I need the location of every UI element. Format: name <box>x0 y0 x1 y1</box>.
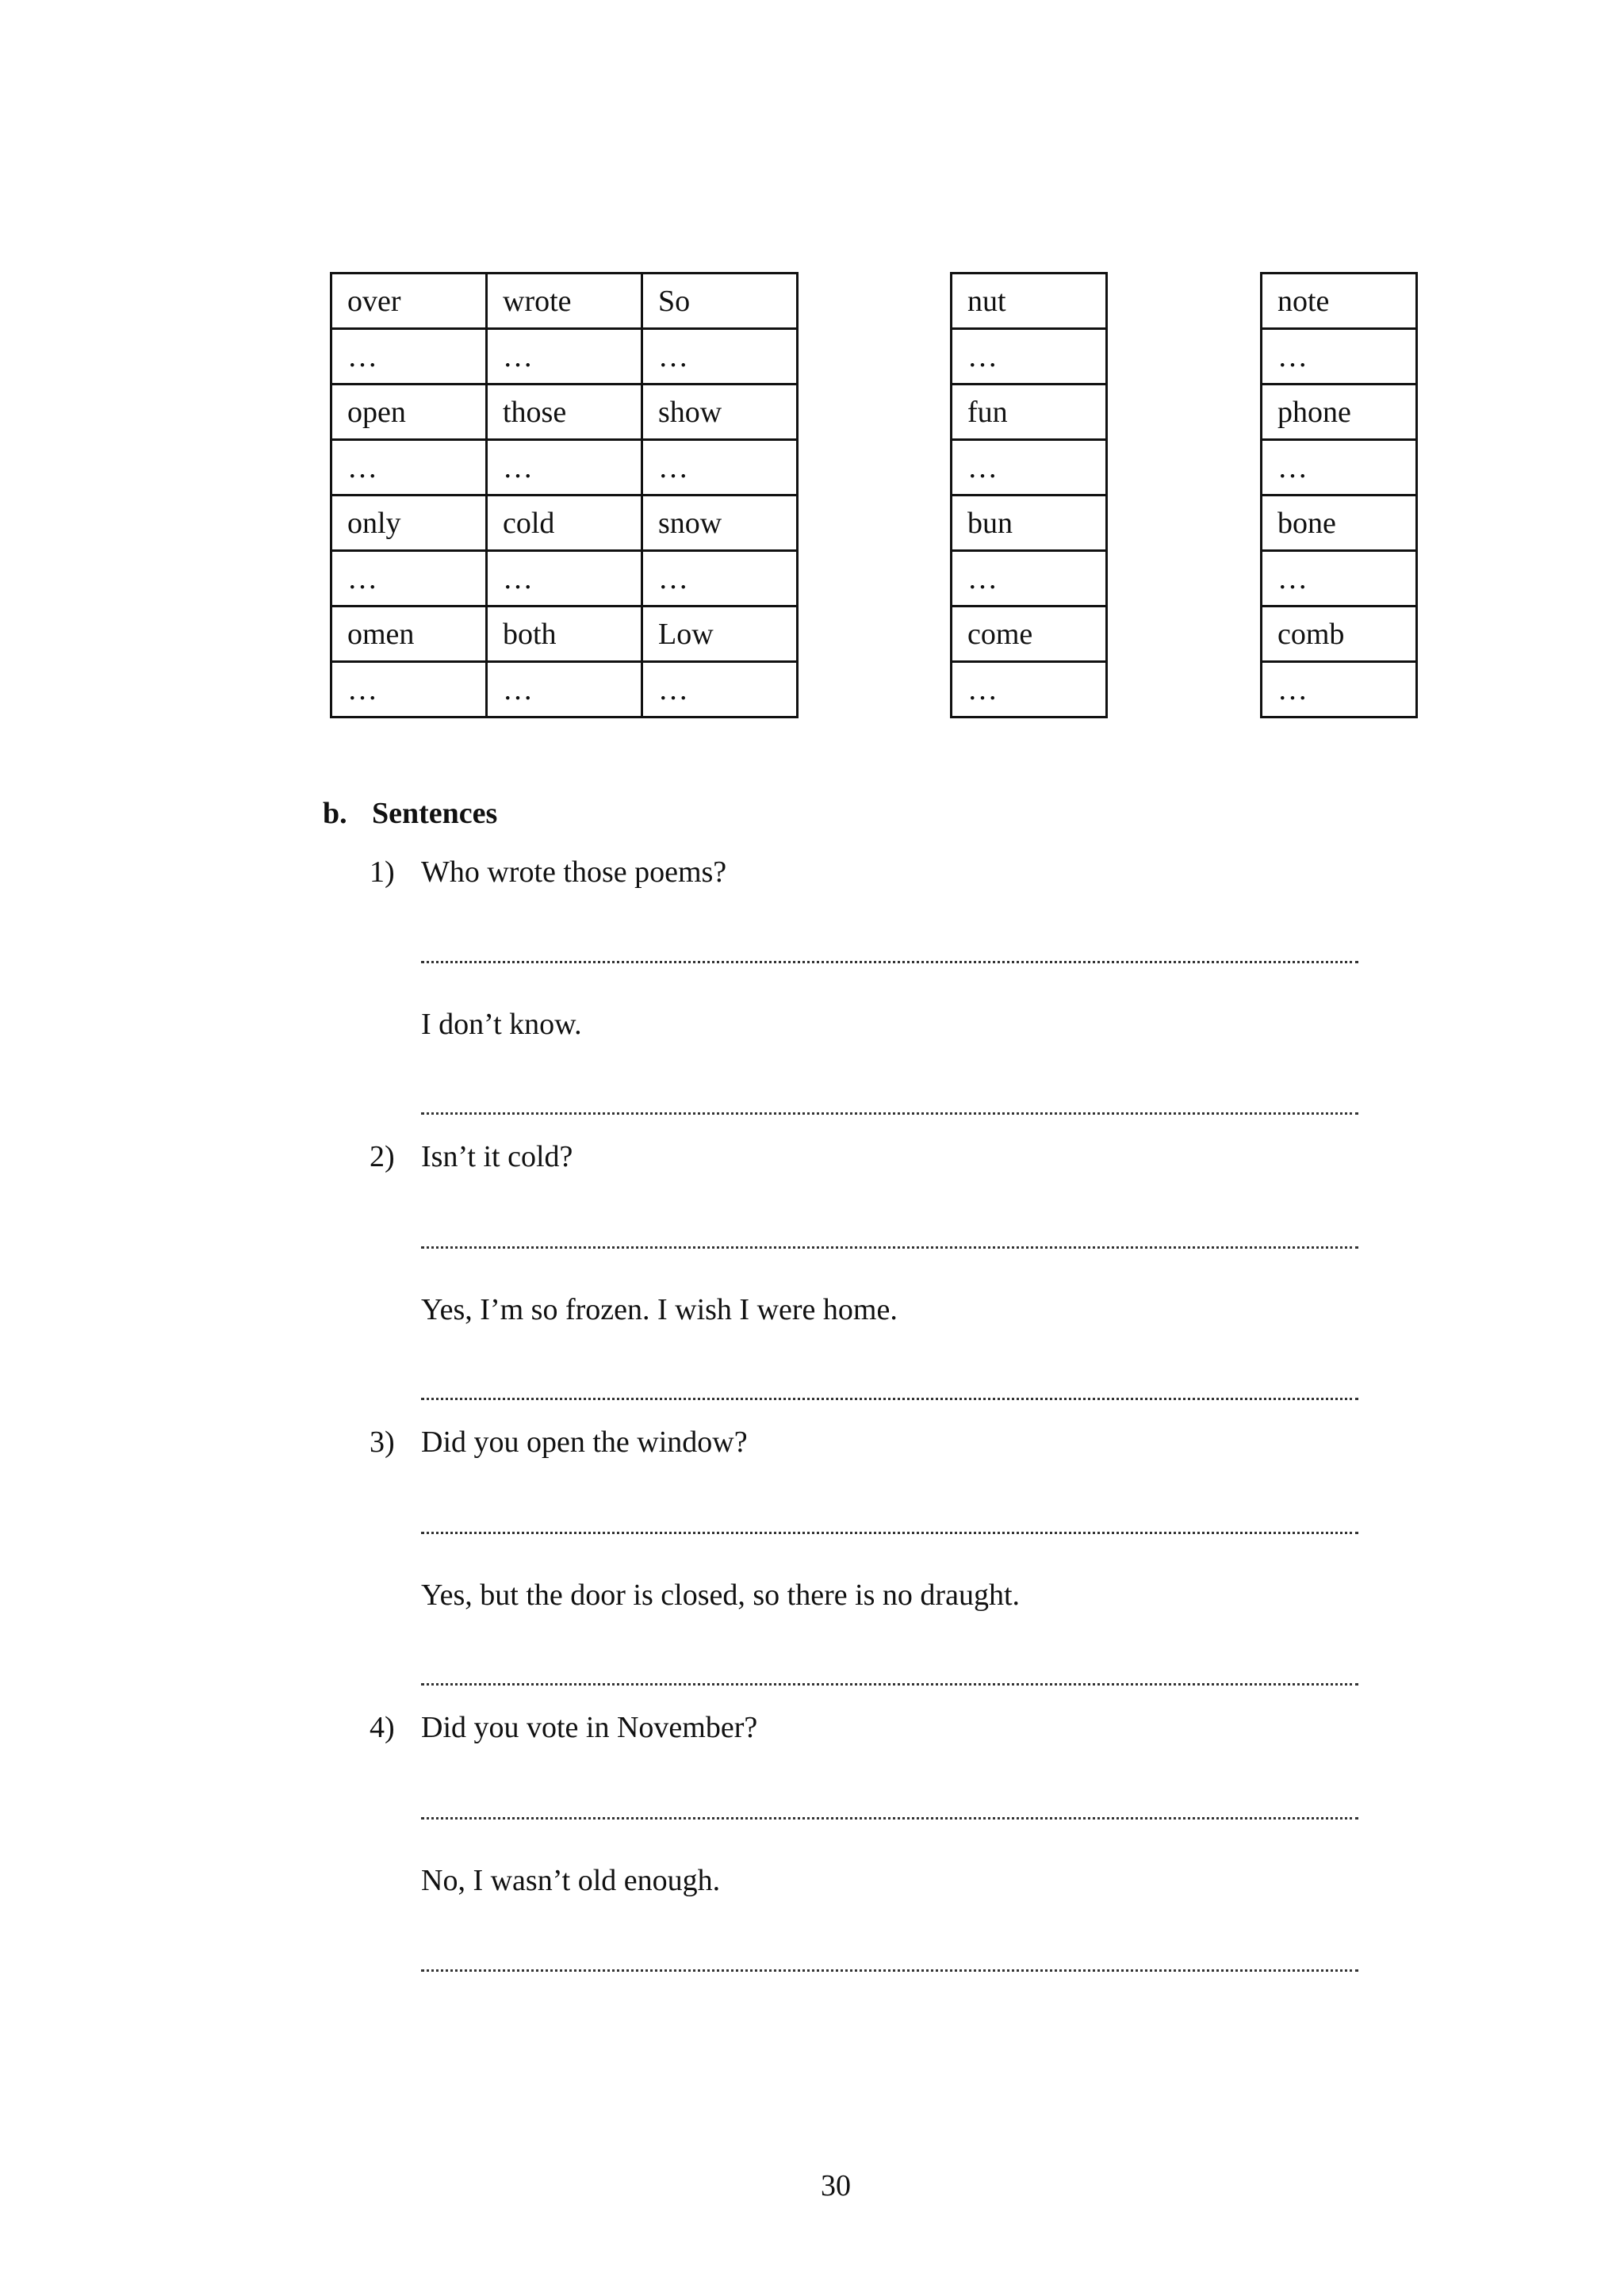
table-cell: … <box>1262 551 1417 607</box>
table-cell: … <box>331 551 487 607</box>
table-cell: come <box>952 607 1107 662</box>
table-row <box>331 329 798 385</box>
table-cell: wrote <box>487 274 642 329</box>
table-cell: snow <box>642 496 798 551</box>
table-cell: … <box>952 329 1107 385</box>
answer-line[interactable] <box>421 1532 1358 1534</box>
table-row <box>331 274 798 329</box>
table-cell: phone <box>1262 385 1417 440</box>
table-cell: … <box>642 329 798 385</box>
table-row <box>1262 274 1417 329</box>
table-row <box>1262 607 1417 662</box>
table-cell: bun <box>952 496 1107 551</box>
table-cell: So <box>642 274 798 329</box>
table-row <box>1262 496 1417 551</box>
answer-line[interactable] <box>421 1112 1358 1115</box>
table-row <box>331 440 798 496</box>
table-cell: cold <box>487 496 642 551</box>
answer-line[interactable] <box>421 1398 1358 1400</box>
table-cell: note <box>1262 274 1417 329</box>
word-table-o-sounds <box>330 272 799 718</box>
table-cell: … <box>952 440 1107 496</box>
table-cell: … <box>952 662 1107 718</box>
table-cell: … <box>331 440 487 496</box>
table-row <box>1262 440 1417 496</box>
table-row <box>1262 329 1417 385</box>
item-number: 4) <box>370 1711 395 1744</box>
item-number: 2) <box>370 1140 395 1173</box>
table-cell: bone <box>1262 496 1417 551</box>
table-row <box>952 385 1107 440</box>
table-cell: … <box>642 440 798 496</box>
answer-line[interactable] <box>421 1683 1358 1686</box>
table-row <box>331 496 798 551</box>
table-cell: Low <box>642 607 798 662</box>
table-row <box>331 607 798 662</box>
table-row <box>1262 662 1417 718</box>
table-cell: comb <box>1262 607 1417 662</box>
item-number: 3) <box>370 1425 395 1459</box>
table-cell: … <box>487 440 642 496</box>
table-cell: nut <box>952 274 1107 329</box>
table-cell: fun <box>952 385 1107 440</box>
table-cell: … <box>1262 662 1417 718</box>
table-cell: … <box>642 662 798 718</box>
answer-text: No, I wasn’t old enough. <box>421 1864 721 1897</box>
table-row <box>1262 551 1417 607</box>
table-cell: omen <box>331 607 487 662</box>
table-cell: … <box>331 329 487 385</box>
table-row <box>952 607 1107 662</box>
table-row <box>1262 385 1417 440</box>
question-text: Who wrote those poems? <box>421 855 727 889</box>
table-row <box>331 551 798 607</box>
table-cell: … <box>487 662 642 718</box>
table-cell: … <box>1262 329 1417 385</box>
table-row <box>331 662 798 718</box>
table-cell: … <box>952 551 1107 607</box>
table-cell: … <box>487 551 642 607</box>
table-cell: … <box>487 329 642 385</box>
answer-text: Yes, I’m so frozen. I wish I were home. <box>421 1293 898 1326</box>
table-cell: … <box>642 551 798 607</box>
answer-line[interactable] <box>421 1817 1358 1820</box>
answer-line[interactable] <box>421 1246 1358 1249</box>
word-table-long-o-sounds <box>1260 272 1418 718</box>
page-number: 30 <box>821 2169 851 2202</box>
table-row <box>952 551 1107 607</box>
table-cell: those <box>487 385 642 440</box>
question-text: Isn’t it cold? <box>421 1140 573 1173</box>
answer-text: Yes, but the door is closed, so there is no draught. <box>421 1578 1021 1612</box>
section-letter: b. <box>323 797 347 830</box>
table-row <box>952 329 1107 385</box>
table-cell: over <box>331 274 487 329</box>
word-table-u-sounds <box>950 272 1108 718</box>
question-text: Did you open the window? <box>421 1425 748 1459</box>
table-row <box>952 274 1107 329</box>
table-cell: show <box>642 385 798 440</box>
table-cell: open <box>331 385 487 440</box>
item-number: 1) <box>370 855 395 889</box>
table-cell: only <box>331 496 487 551</box>
table-row <box>331 385 798 440</box>
table-row <box>952 662 1107 718</box>
answer-line[interactable] <box>421 961 1358 963</box>
section-heading <box>323 796 497 831</box>
table-cell: … <box>1262 440 1417 496</box>
table-cell: … <box>331 662 487 718</box>
answer-text: I don’t know. <box>421 1008 582 1041</box>
table-cell: both <box>487 607 642 662</box>
question-text: Did you vote in November? <box>421 1711 758 1744</box>
table-row <box>952 440 1107 496</box>
section-title: Sentences <box>372 797 498 830</box>
table-row <box>952 496 1107 551</box>
answer-line[interactable] <box>421 1969 1358 1972</box>
